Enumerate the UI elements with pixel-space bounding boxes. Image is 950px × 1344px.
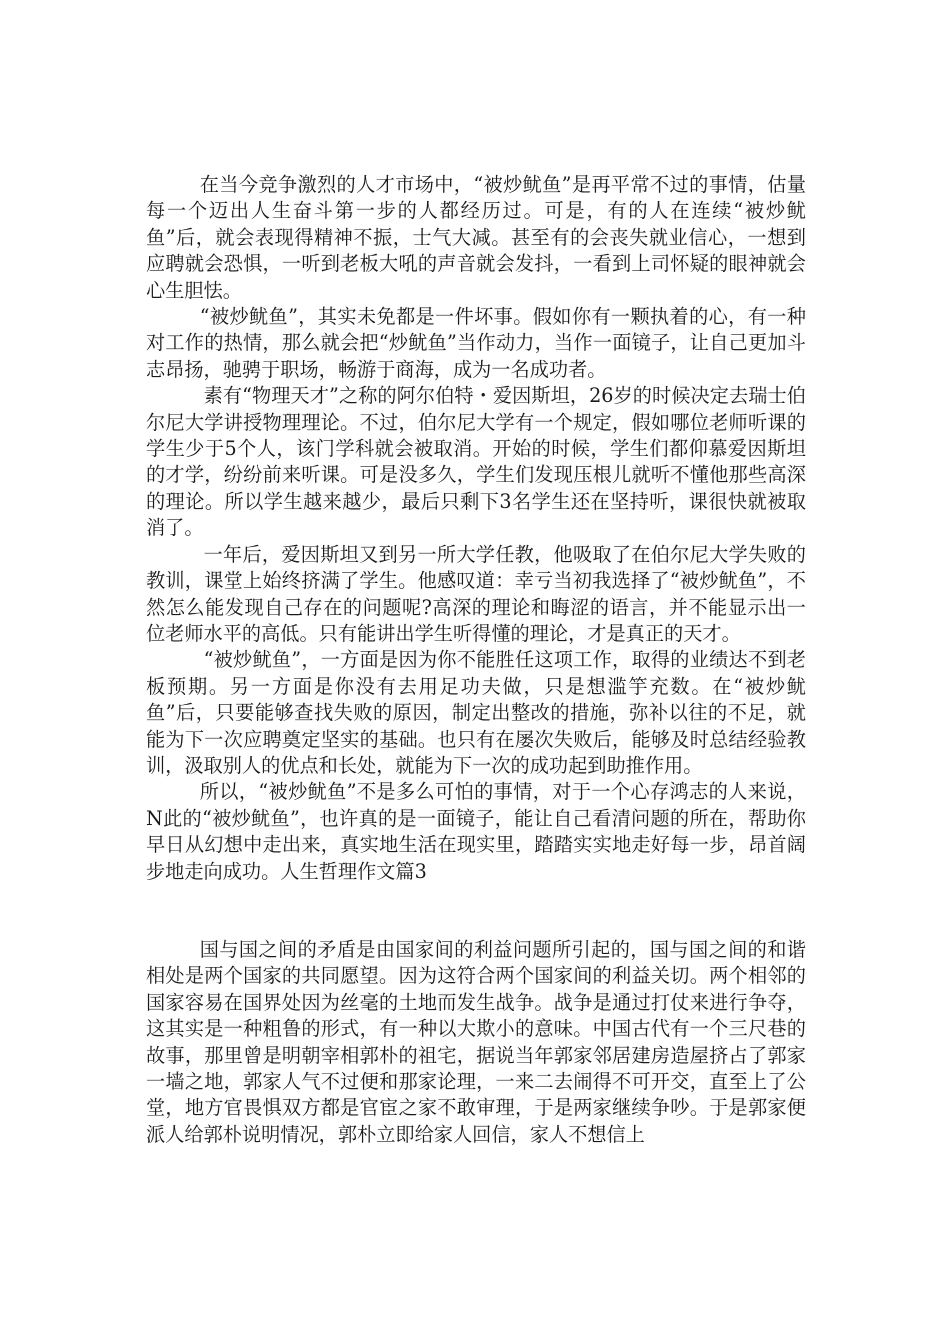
paragraph-not-bad-thing: “被炒鱿鱼”，其实未免都是一件坏事。假如你有一颗执着的心，有一种对工作的热情，那么就会把“炒鱿鱼”当作动力，当作一面镜子，让自己更加斗志昂扬，驰骋于职场，畅游于商海，成为一名成功者。 <box>146 305 806 381</box>
section-gap <box>146 885 806 937</box>
paragraph-nations: 国与国之间的矛盾是由国家间的利益问题所引起的，国与国之间的和谐相处是两个国家的共同愿望。因为这符合两个国家间的利益关切。两个相邻的国家容易在国界处因为丝毫的土地而发生战争。战争是通过打仗来进行争夺，这其实是一种粗鲁的形式，有一种以大欺小的意味。中国古代有一个三尺巷的故事，那里曾是明朝宰相郭朴的祖宅，据说当年郭家邻居建房造屋挤占了郭家一墙之地，郭家人气不过便和那家论理，一来二去闹得不可开交，直至上了公堂，地方官畏惧双方都是官宦之家不敢审理，于是两家继续争吵。于是郭家便派人给郭朴说明情况，郭朴立即给家人回信，家人不想信上 <box>146 937 806 1146</box>
paragraph-reasons: “被炒鱿鱼”，一方面是因为你不能胜任这项工作，取得的业绩达不到老板预期。另一方面是你没有去用足功夫做，只是想滥竽充数。在“被炒鱿鱼”后，只要能够查找失败的原因，制定出整改的措施，弥补以往的不足，就能为下一次应聘奠定坚实的基础。也只有在屡次失败后，能够及时总结经验教训，汲取别人的优点和长处，就能为下一次的成功起到助推作用。 <box>146 648 806 777</box>
paragraph-einstein-lesson: 一年后，爱因斯坦又到另一所大学任教，他吸取了在伯尔尼大学失败的教训，课堂上始终挤满了学生。他感叹道：幸亏当初我选择了“被炒鱿鱼”，不然怎么能发现自己存在的问题呢?高深的理论和晦涩的语言，并不能显示出一位老师水平的高低。只有能讲出学生听得懂的理论，才是真正的天才。 <box>146 542 806 645</box>
document-page <box>146 172 806 1148</box>
paragraph-conclusion: 所以，“被炒鱿鱼”不是多么可怕的事情，对于一个心存鸿志的人来说，N此的“被炒鱿鱼”，也许真的是一面镜子，能让自己看清问题的所在，帮助你早日从幻想中走出来，真实地生活在现实里，踏踏实实地走好每一步，昂首阔步地走向成功。人生哲理作文篇3 <box>146 780 806 883</box>
paragraph-intro: 在当今竞争激烈的人才市场中，“被炒鱿鱼”是再平常不过的事情，估量每一个迈出人生奋斗第一步的人都经历过。可是，有的人在连续“被炒鱿鱼”后，就会表现得精神不振，士气大减。甚至有的会丧失就业信心，一想到应聘就会恐惧，一听到老板大吼的声音就会发抖，一看到上司怀疑的眼神就会心生胆怯。 <box>146 173 806 302</box>
paragraph-einstein-story: 素有“物理天才”之称的阿尔伯特・爱因斯坦，26岁的时候决定去瑞士伯尔尼大学讲授物理理论。不过，伯尔尼大学有一个规定，假如哪位老师听课的学生少于5个人，该门学科就会被取消。开始的时候，学生们都仰慕爱因斯坦的才学，纷纷前来听课。可是没多久，学生们发现压根儿就听不懂他那些高深的理论。所以学生越来越少，最后只剩下3名学生还在坚持听，课很快就被取消了。 <box>146 384 806 540</box>
